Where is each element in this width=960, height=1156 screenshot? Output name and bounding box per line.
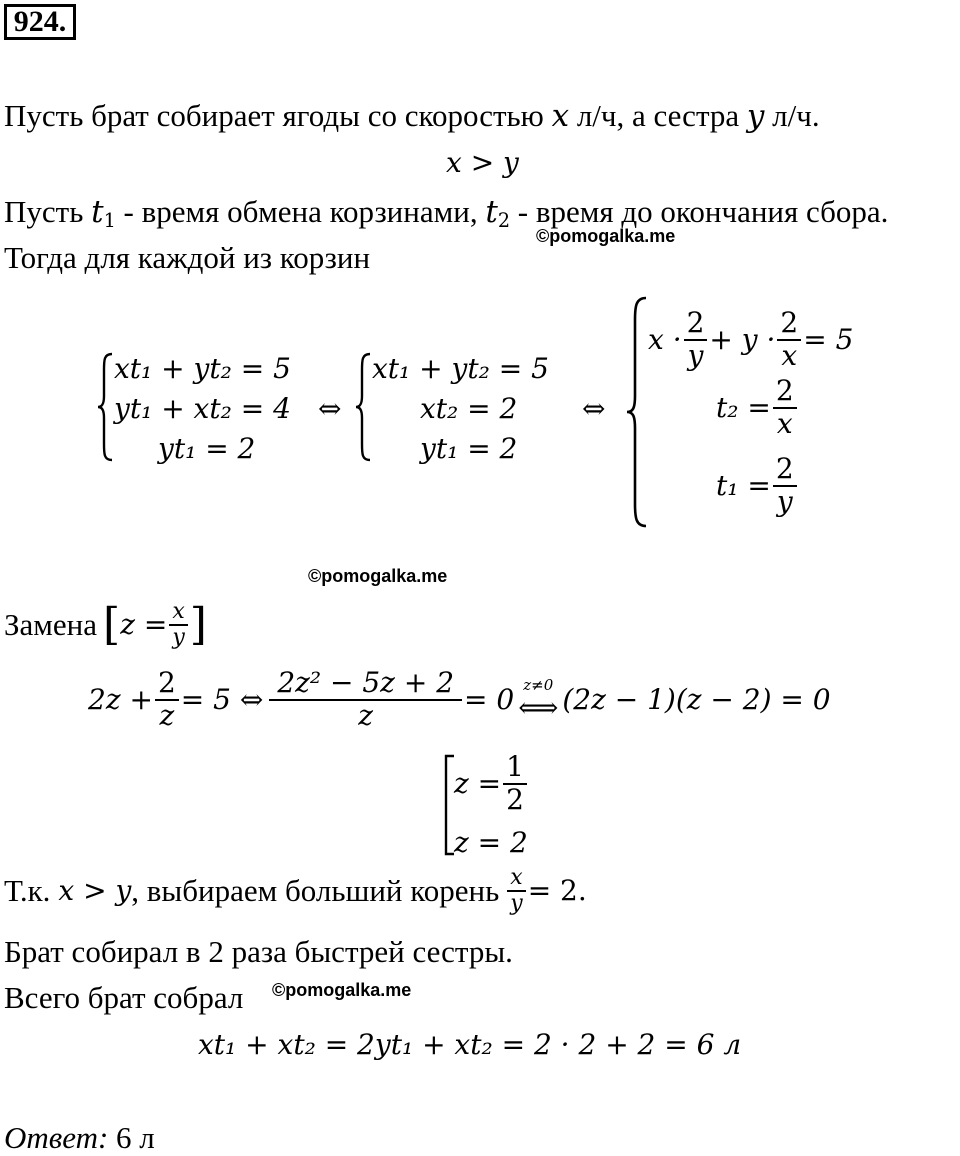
system3-row3 — [716, 454, 799, 518]
s3-r3-lhs: t₁ = — [716, 468, 771, 502]
fraction-x-over-y: $\frac{x}{y}$ — [169, 600, 187, 650]
substitution-lhs: z = — [120, 608, 168, 642]
total-equation: xt₁ + xt₂ = 2yt₁ + xt₂ = 2 · 2 + 2 = 6 л — [198, 1028, 742, 1061]
t1-var: $t_1$ — [91, 194, 116, 232]
s3-r1-c: = 5 — [803, 322, 854, 356]
fraction-1-over-2: $\frac{1}{2}$ — [503, 752, 527, 816]
var-y: y — [746, 98, 765, 134]
fraction-x-over-y: $\frac{x}{y}$ — [507, 866, 525, 916]
condition-label: z≠0 — [523, 675, 554, 694]
substitution-label: Замена — [4, 607, 98, 643]
s3-r2-lhs: t₂ = — [716, 390, 771, 424]
total-line: Всего брат собрал — [4, 980, 244, 1015]
answer-value: 6 л — [116, 1120, 155, 1155]
time-text-a: Пусть — [4, 194, 84, 229]
intro-text-a: Пусть брат собирает ягоды со скоростью — [4, 98, 544, 133]
intro-text-b: л/ч, а сестра — [576, 98, 740, 133]
system2-row3: yt₁ = 2 — [420, 432, 518, 465]
answer-label: Ответ: — [4, 1120, 109, 1155]
conclusion-b: , выбираем больший корень — [131, 873, 500, 909]
answer-line — [4, 1120, 155, 1156]
equivalence-1: ⇔ — [318, 392, 342, 425]
system1-row2: yt₁ + xt₂ = 4 — [114, 392, 291, 425]
s3-r1-a: x · — [648, 322, 682, 356]
root1-lhs: z = — [454, 766, 502, 800]
basket-line: Тогда для каждой из корзин — [4, 240, 371, 275]
conclusion-c: = 2. — [527, 874, 587, 908]
time-text-b: - время обмена корзинами, — [123, 194, 478, 229]
left-bracket: [ — [103, 599, 121, 651]
fraction-2-over-z: $\frac{2}{z}$ — [155, 668, 179, 732]
eq-a: 2z + — [88, 682, 153, 716]
conclusion-a: Т.к. — [4, 873, 51, 909]
watermark: ©pomogalka.me — [308, 566, 448, 586]
substitution-line — [4, 600, 207, 650]
root-2: z = 2 — [454, 826, 528, 859]
t2-var: $t_2$ — [485, 194, 511, 232]
system3-row1 — [648, 308, 853, 372]
conclusion-line — [4, 866, 587, 916]
fraction-quadratic: $\frac{\text{2z² − 5z + 2}}{z}$ — [269, 668, 462, 732]
watermark: ©pomogalka.me — [536, 226, 676, 246]
var-x: x — [551, 98, 570, 134]
s3-r1-b: + y · — [709, 322, 776, 356]
system1-row3: yt₁ = 2 — [158, 432, 256, 465]
time-text-c: - время до окончания сбора. — [517, 194, 889, 229]
time-definition-line — [4, 194, 888, 239]
inequality: x > y — [446, 146, 519, 179]
eq-b: = 5 ⇔ — [180, 682, 264, 716]
watermark: ©pomogalka.me — [272, 980, 412, 1000]
faster-line: Брат собирал в 2 раза быстрей сестры. — [4, 934, 513, 969]
right-bracket: ] — [189, 599, 207, 651]
fraction-2-over-x: $\frac{2}{x}$ — [773, 376, 797, 440]
eq-c: = 0 — [464, 682, 515, 716]
quadratic-equation — [88, 668, 831, 732]
eq-d: (2z − 1)(z − 2) = 0 — [562, 682, 831, 716]
long-equivalence-icon: ⟺ — [518, 690, 559, 724]
equivalence-2: ⇔ — [582, 392, 606, 425]
system3-row2 — [716, 376, 799, 440]
conditional-equivalence — [518, 677, 558, 723]
left-brace-icon — [96, 352, 116, 462]
left-brace-icon — [624, 296, 650, 528]
fraction-2-over-y: $\frac{2}{y}$ — [773, 454, 797, 518]
system1-row1: xt₁ + yt₂ = 5 — [114, 352, 291, 385]
system2-row1: xt₁ + yt₂ = 5 — [372, 352, 549, 385]
intro-text-c: л/ч. — [772, 98, 820, 133]
system2-row2: xt₂ = 2 — [420, 392, 518, 425]
problem-number: 924. — [4, 4, 76, 40]
fraction-2-over-x: $\frac{2}{x}$ — [777, 308, 801, 372]
fraction-2-over-y: $\frac{2}{y}$ — [684, 308, 708, 372]
left-brace-icon — [354, 352, 374, 462]
root-1 — [454, 752, 529, 816]
conclusion-inequality: x > y — [58, 874, 132, 908]
intro-line — [4, 98, 820, 134]
